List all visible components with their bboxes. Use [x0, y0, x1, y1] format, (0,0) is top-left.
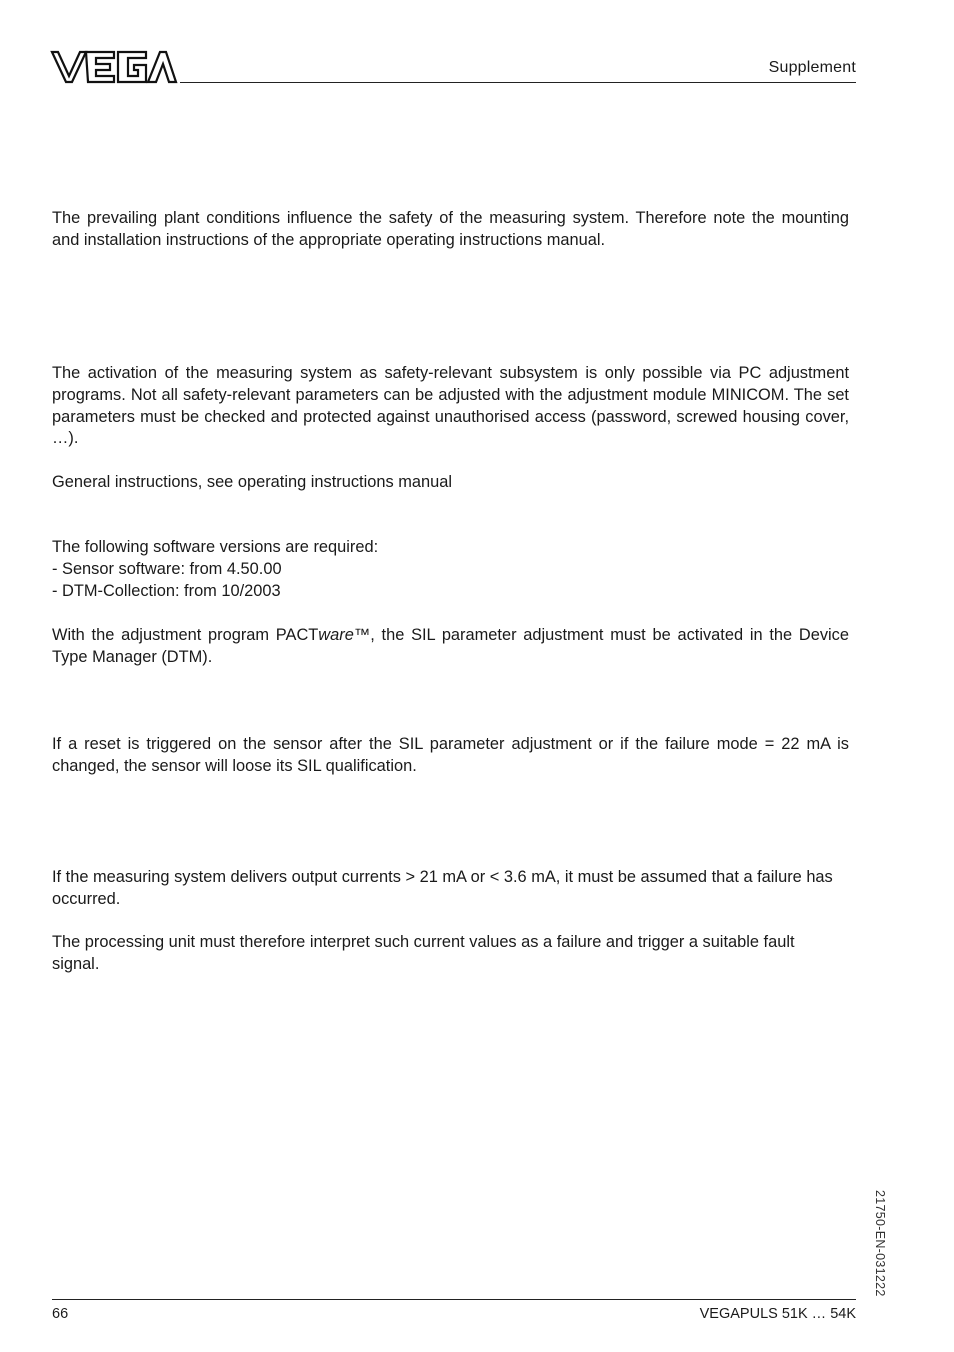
software-versions-intro: The following software versions are required: [52, 538, 379, 556]
list-item: - DTM-Collection: from 10/2003 [52, 581, 281, 600]
software-versions-list [52, 559, 849, 603]
document-code: 21750-EN-031222 [873, 1190, 887, 1297]
header-rule [180, 82, 856, 83]
page-number: 66 [52, 1306, 69, 1322]
activation-paragraph: The activation of the measuring system as safety-relevant subsystem is only possible via PC adjustment programs. Not all safety-relevant parameters can be adjusted with the adjustment module MINICOM. The set parameters must be checked and protected against unauthorised access (password, screwed housing cover, …). [52, 364, 849, 448]
output-current-paragraph: If the measuring system delivers output currents > 21 mA or < 3.6 mA, it must be assumed that a failure has occurred. [52, 868, 833, 908]
pactware-italic: ware [318, 626, 354, 644]
pactware-text-2: ™, the SIL parameter adjustment must be activated in the Device Type Manager (DTM). [52, 626, 849, 666]
section-label: Supplement [768, 59, 856, 76]
mounting-paragraph: The prevailing plant conditions influence the safety of the measuring system. Therefore note the mounting and installation instructions of the appropriate operating instructions manual. [52, 209, 849, 249]
general-instructions-paragraph: General instructions, see operating instructions manual [52, 473, 452, 491]
pactware-paragraph [52, 625, 849, 669]
list-item: - Sensor software: from 4.50.00 [52, 560, 282, 578]
footer-rule [52, 1299, 856, 1300]
reset-paragraph: If a reset is triggered on the sensor after the SIL parameter adjustment or if the failure mode = 22 mA is changed, the sensor will loose its SIL qualification. [52, 735, 849, 775]
pactware-text-1: With the adjustment program PACT [52, 626, 319, 644]
vega-logo [50, 48, 178, 86]
fault-signal-paragraph: The processing unit must therefore interpret such current values as a failure and trigger a suitable fault signal. [52, 933, 795, 973]
product-name: VEGAPULS 51K … 54K [699, 1306, 856, 1322]
